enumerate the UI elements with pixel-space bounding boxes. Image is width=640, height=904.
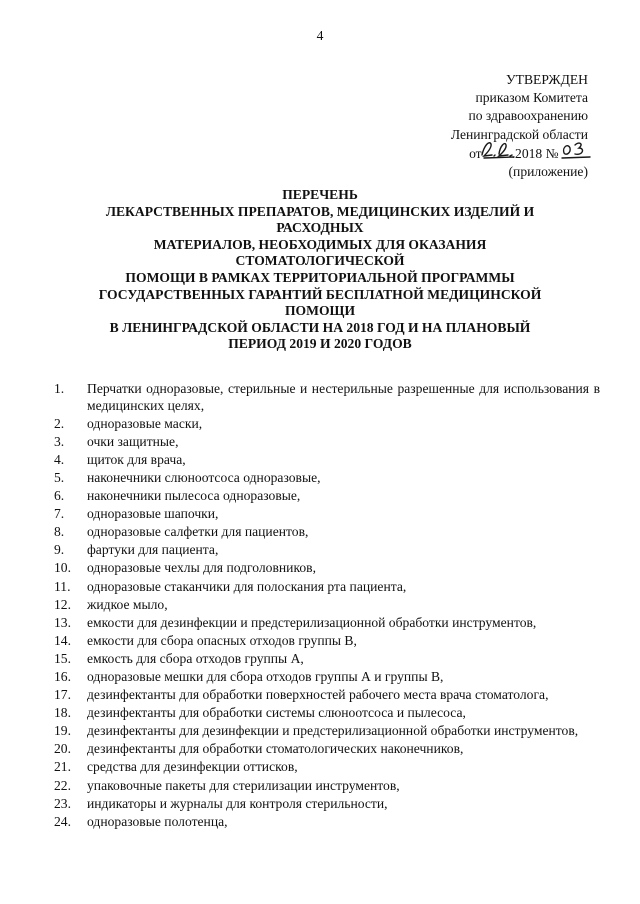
list-item (54, 615, 600, 632)
list-item-text: одноразовые шапочки, (87, 506, 219, 522)
title-line: ПОМОЩИ В РАМКАХ ТЕРРИТОРИАЛЬНОЙ ПРОГРАММЫ (125, 269, 515, 285)
list-item (54, 524, 600, 541)
list-item-number: 15. (54, 650, 71, 666)
approval-region-line: Ленинградской области (450, 126, 588, 142)
list-item-number: 14. (54, 632, 71, 648)
list-item-number: 23. (54, 795, 71, 811)
list-item-text: одноразовые стаканчики для полоскания рта пациента, (87, 578, 407, 594)
list-item-text: жидкое мыло, (87, 596, 168, 612)
list-item-text: наконечники слюноотсоса одноразовые, (87, 469, 321, 485)
document-title (40, 187, 600, 353)
list-item-text: средства для дезинфекции оттисков, (87, 759, 298, 775)
list-item (54, 669, 600, 686)
title-line: ГОСУДАРСТВЕННЫХ ГАРАНТИЙ БЕСПЛАТНОЙ МЕДИЦИНСКОЙ (98, 286, 542, 302)
list-item (54, 796, 600, 813)
list-item-number: 11. (54, 578, 71, 594)
list-item-number: 1. (54, 381, 65, 396)
approval-annex-line: (приложение) (508, 164, 588, 180)
list-item-text: Перчатки одноразовые, стерильные и нестерильные разрешенные для использования в медицинских целях, (87, 381, 600, 413)
supplies-list (54, 381, 600, 832)
list-item (54, 452, 600, 469)
list-item-number: 24. (54, 813, 71, 829)
list-item-number: 8. (54, 524, 65, 540)
list-item-number: 13. (54, 614, 71, 630)
list-item (54, 381, 600, 414)
approval-order-line: приказом Комитета (475, 90, 588, 106)
title-line: ЛЕКАРСТВЕННЫХ ПРЕПАРАТОВ, МЕДИЦИНСКИХ ИЗДЕЛИЙ И (105, 203, 535, 219)
list-item (54, 560, 600, 577)
list-item-text: одноразовые мешки для сбора отходов группы А и группы В, (87, 669, 444, 684)
list-item-number: 19. (54, 723, 71, 739)
list-item (54, 651, 600, 668)
list-item-text: дезинфектанты для обработки системы слюноотсоса и пылесоса, (87, 705, 466, 721)
list-item-number: 16. (54, 669, 71, 684)
approval-committee-line: по здравоохранению (468, 108, 588, 124)
list-item (54, 597, 600, 614)
list-item-number: 12. (54, 596, 71, 612)
list-item (54, 434, 600, 451)
list-item-number: 4. (54, 451, 65, 467)
list-item (54, 778, 600, 795)
approval-block (451, 71, 588, 181)
title-line: ПОМОЩИ (284, 303, 356, 319)
list-item-text: одноразовые полотенца, (87, 813, 228, 829)
approval-heading: УТВЕРЖДЕН (506, 72, 588, 87)
title-line: СТОМАТОЛОГИЧЕСКОЙ (235, 253, 405, 269)
list-item-text: индикаторы и журналы для контроля стерильности, (87, 795, 388, 811)
title-line: ПЕРЕЧЕНЬ (282, 187, 358, 202)
list-item-text: одноразовые салфетки для пациентов, (87, 524, 309, 540)
handwritten-date (482, 144, 512, 158)
list-item-text: щиток для врача, (87, 451, 186, 467)
list-item-text: одноразовые маски, (87, 415, 203, 431)
list-item-number: 10. (54, 560, 71, 576)
list-item-text: наконечники пылесоса одноразовые, (87, 488, 301, 504)
list-item-number: 2. (54, 415, 65, 431)
list-item-number: 3. (54, 433, 65, 449)
list-item (54, 542, 600, 559)
list-item-text: очки защитные, (87, 433, 179, 449)
approval-date-line (451, 144, 588, 163)
list-item-number: 20. (54, 741, 71, 757)
list-item (54, 470, 600, 487)
list-item (54, 814, 600, 831)
title-line: ПЕРИОД 2019 И 2020 ГОДОВ (228, 336, 412, 352)
approval-date-prefix: от (469, 145, 482, 161)
list-item-number: 18. (54, 705, 71, 721)
list-item (54, 741, 600, 758)
list-item-text: одноразовые чехлы для подголовников, (87, 560, 316, 576)
list-item (54, 579, 600, 596)
list-item-number: 9. (54, 542, 65, 558)
list-item-text: дезинфектанты для обработки стоматологических наконечников, (87, 741, 464, 757)
title-line: В ЛЕНИНГРАДСКОЙ ОБЛАСТИ НА 2018 ГОД И НА ПЛАНОВЫЙ (109, 319, 531, 335)
list-item (54, 759, 600, 776)
list-item (54, 633, 600, 650)
list-item-text: дезинфектанты для дезинфекции и предстерилизационной обработки инструментов, (87, 723, 579, 739)
list-item-number: 5. (54, 469, 65, 485)
list-item-number: 22. (54, 777, 71, 793)
list-item (54, 488, 600, 505)
handwritten-number (562, 144, 588, 158)
title-line: РАСХОДНЫХ (276, 220, 364, 236)
list-item-number: 7. (54, 506, 65, 522)
list-item (54, 705, 600, 722)
handwritten-date-scribble (480, 138, 516, 160)
list-item-text: упаковочные пакеты для стерилизации инструментов, (87, 777, 400, 793)
title-line: МАТЕРИАЛОВ, НЕОБХОДИМЫХ ДЛЯ ОКАЗАНИЯ (153, 236, 487, 252)
list-item-text: фартуки для пациента, (87, 542, 219, 558)
list-item-number: 6. (54, 488, 65, 504)
list-item-number: 21. (54, 759, 71, 775)
approval-year-number: .2018 № (511, 145, 559, 161)
list-item (54, 687, 600, 704)
list-item (54, 416, 600, 433)
list-item (54, 723, 600, 740)
list-item-number: 17. (54, 687, 71, 703)
list-item-text: дезинфектанты для обработки поверхностей рабочего места врача стоматолога, (87, 687, 549, 703)
list-item-text: емкости для дезинфекции и предстерилизационной обработки инструментов, (87, 614, 537, 630)
list-item (54, 506, 600, 523)
page-number: 4 (316, 28, 324, 43)
handwritten-number-scribble (560, 138, 592, 160)
list-item-text: емкость для сбора отходов группы А, (87, 650, 304, 666)
list-item-text: емкости для сбора опасных отходов группы В, (87, 632, 357, 648)
